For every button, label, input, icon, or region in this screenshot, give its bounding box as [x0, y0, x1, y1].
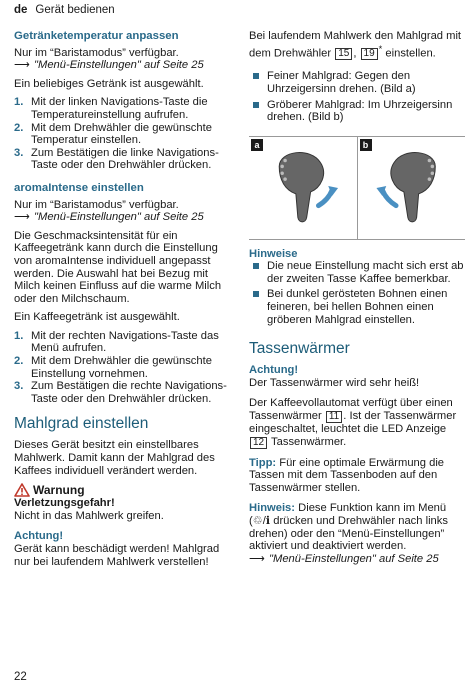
body-paragraph: Dieses Gerät besitzt ein einstellbares Mahlwerk. Damit kann der Mahlgrad des Kaffees individuell verändert werden. [14, 439, 215, 477]
ref-number: 12 [250, 437, 267, 449]
grind-options-list [249, 70, 465, 123]
body-paragraph: Der Kaffeevollautomat verfügt über einen Tassenwärmer 11 . Ist der Tassenwärmer eingeschaltet, leuchtet die LED Anzeige 12 Tassenwärmer. [249, 397, 457, 448]
caution-label: Achtung! [249, 364, 299, 377]
arrow-right-icon: ⟶ [14, 211, 31, 224]
step-item: 3. Zum Bestätigen die rechte Navigations-Taste oder den Drehwähler drücken. [14, 380, 227, 405]
rotary-knob-cw-illustration [358, 137, 466, 239]
warning-text: Nicht in das Mahlwerk greifen. [14, 509, 164, 522]
section-heading-temperature: Getränketemperatur anpassen [14, 30, 179, 42]
arrow-right-icon: ⟶ [14, 59, 31, 72]
arrow-right-icon: ⟶ [249, 552, 266, 565]
caution-label: Achtung! [14, 530, 64, 543]
ref-number: 11 [326, 411, 342, 423]
note-paragraph: Hinweis: Diese Funktion kann im Menü (♲/ℹ drücken und Drehwähler nach links drehen) oder den “Menü-Einstellungen” aktiviert und deaktiviert werden. ⟶ "Menü-Einstellungen" auf Seite 25 [249, 502, 448, 565]
hints-list [249, 260, 465, 326]
warning-triangle-icon [14, 483, 30, 497]
warning-heading: Warnung [14, 483, 236, 497]
figure-label: b [360, 139, 372, 151]
caution-text: Der Tassenwärmer wird sehr heiß! [249, 376, 420, 389]
left-column [14, 30, 236, 574]
language-code: de [14, 4, 28, 16]
tip-label: Tipp: [249, 456, 277, 469]
cross-reference[interactable]: ⟶ "Menü-Einstellungen" auf Seite 25 [14, 59, 204, 72]
step-list-temperature [14, 96, 236, 172]
caution-text: Gerät kann beschädigt werden! Mahlgrad nur bei laufendem Mahlwerk verstellen! [14, 543, 220, 568]
step-item: 1. Mit der linken Navigations-Taste die Temperatureinstellung aufrufen. [14, 96, 208, 121]
list-item: Bei dunkel gerösteten Bohnen einen feineren, bei hellen Bohnen einen gröberen Mahlgrad einstellen. [249, 288, 465, 326]
step-list-aroma [14, 330, 236, 406]
chapter-title: Gerät bedienen [35, 4, 115, 16]
figure-b [357, 137, 466, 239]
availability-note: Nur im “Baristamodus” verfügbar. ⟶ "Menü-Einstellungen" auf Seite 25 [14, 46, 204, 72]
right-column [249, 30, 465, 571]
warning-subtitle: Verletzungsgefahr! [14, 497, 115, 510]
bullet-square-icon [253, 102, 259, 108]
precondition: Ein beliebiges Getränk ist ausgewählt. [14, 77, 204, 90]
page-header [14, 4, 115, 17]
body-paragraph: Die Geschmacksintensität für ein Kaffeegetränk kann durch die Einstellung von aromaIntense individuell angepasst werden. Die Auswahl hat bei Bezug mit Milch keinen Einfluss auf die warme Milch oder den Milchschaum. [14, 229, 222, 305]
figure-label: a [251, 139, 263, 151]
availability-note: Nur im “Baristamodus” verfügbar. ⟶ "Menü-Einstellungen" auf Seite 25 [14, 198, 204, 224]
list-item: Feiner Mahlgrad: Gegen den Uhrzeigersinn drehen. (Bild a) [249, 70, 465, 95]
section-title-grind: Mahlgrad einstellen [14, 415, 149, 433]
note-label: Hinweis: [249, 502, 296, 515]
cross-reference[interactable]: ⟶ "Menü-Einstellungen" auf Seite 25 [249, 552, 439, 565]
step-item: 2. Mit dem Drehwähler die gewünschte Einstellung vornehmen. [14, 355, 212, 380]
step-item: 2. Mit dem Drehwähler die gewünschte Temperatur einstellen. [14, 121, 212, 147]
section-title-cupwarmer: Tassenwärmer [249, 340, 350, 358]
grind-figures [249, 136, 465, 240]
ref-number: 19 [361, 48, 378, 60]
ref-number: 15 [335, 48, 352, 60]
cross-reference[interactable]: ⟶ "Menü-Einstellungen" auf Seite 25 [14, 211, 204, 224]
list-item: Gröberer Mahlgrad: Im Uhrzeigersinn drehen. (Bild b) [249, 99, 465, 124]
hints-heading: Hinweise [249, 247, 298, 260]
bullet-square-icon [253, 73, 259, 79]
list-item: Die neue Einstellung macht sich erst ab der zweiten Tasse Kaffee bemerkbar. [249, 260, 465, 285]
step-item: 3. Zum Bestätigen die linke Navigations-Taste oder den Drehwähler drücken. [14, 146, 219, 172]
rotary-knob-ccw-illustration [249, 137, 357, 239]
precondition: Ein Kaffeegetränk ist ausgewählt. [14, 311, 180, 324]
section-heading-aroma: aromaIntense einstellen [14, 181, 144, 194]
bullet-square-icon [253, 291, 259, 297]
page-number: 22 [14, 671, 27, 683]
tip-paragraph: Tipp: Für eine optimale Erwärmung die Tassen mit dem Tassenboden auf den Tassenwärmer stellen. [249, 456, 445, 494]
step-item: 1. Mit der rechten Navigations-Taste das Menü aufrufen. [14, 329, 219, 355]
figure-a [249, 137, 357, 239]
bullet-square-icon [253, 263, 259, 269]
grind-instruction: Bei laufendem Mahlwerk den Mahlgrad mit dem Drehwähler 15 , 19 * einstellen. [249, 30, 462, 60]
